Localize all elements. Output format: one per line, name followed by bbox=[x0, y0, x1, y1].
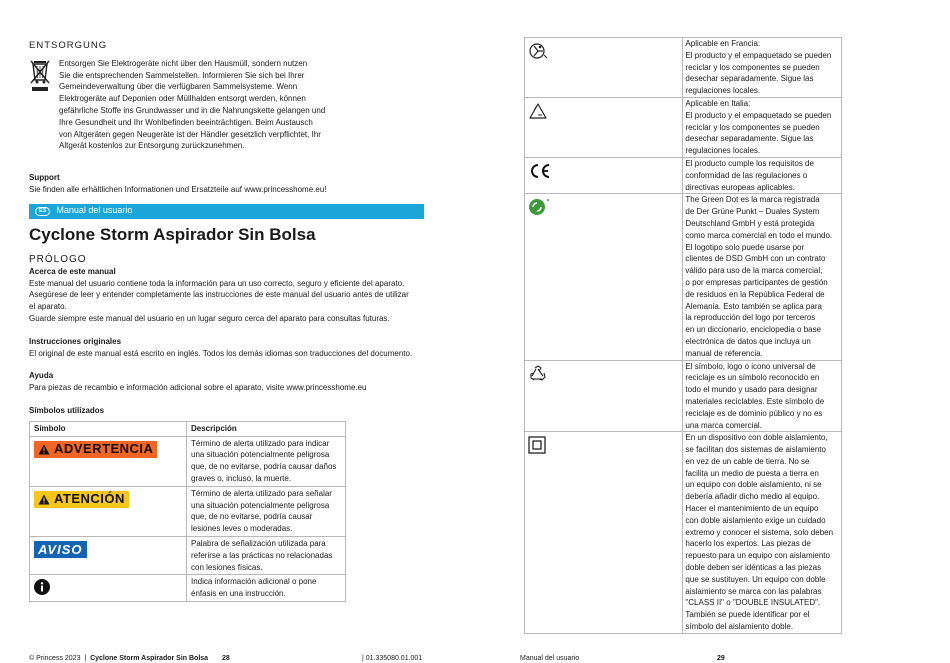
footer-product: Cyclone Storm Aspirador Sin Bolsa bbox=[90, 655, 209, 662]
right-page bbox=[524, 37, 842, 634]
description-line: símbolo del aislamiento doble. bbox=[685, 622, 794, 632]
recycling-arrows-icon bbox=[528, 365, 548, 383]
disposal-section bbox=[29, 58, 425, 152]
description-line: repuesto para un equipo con aislamiento bbox=[685, 551, 830, 561]
description-line: El producto cumple los requisitos de bbox=[685, 158, 814, 168]
description-line: lesiones leves o moderadas. bbox=[191, 524, 293, 534]
description-line: Alemania. Esto también se aplica para bbox=[685, 301, 822, 311]
description-cell bbox=[683, 97, 842, 157]
disposal-line: Altgerät kostenlos zur Entsorgung zurückzunehmen. bbox=[59, 141, 245, 151]
recycle-triangle-icon bbox=[528, 102, 548, 120]
symbol-cell bbox=[30, 575, 187, 602]
description-cell bbox=[683, 432, 842, 634]
description-line: en vez de un cable de tierra. No se bbox=[685, 456, 810, 466]
table-row bbox=[525, 432, 842, 634]
symbol-cell bbox=[30, 486, 187, 536]
description-line: El logotipo solo puede usarse por bbox=[685, 242, 805, 252]
disposal-line: Ihre Gesundheit und Ihr Wohlbefinden beeinträchtigen. Beim Austausch bbox=[59, 117, 313, 127]
original-instructions-text: El original de este manual está escrito en inglés. Todos los demás idiomas son traducciones del documento. bbox=[29, 348, 413, 358]
table-row bbox=[525, 157, 842, 193]
description-line: Indica información adicional o pone bbox=[191, 577, 317, 587]
description-line: Palabra de señalización utilizada para bbox=[191, 538, 326, 548]
table-header: Símbolo bbox=[30, 421, 187, 436]
table-row bbox=[30, 486, 346, 536]
description-line: o por empresas participantes de gestión bbox=[685, 277, 828, 287]
description-line: manual de referencia. bbox=[685, 348, 763, 358]
description-line: directivas europeas aplicables. bbox=[685, 182, 795, 192]
description-line: facilita un medio de puesta a tierra en bbox=[685, 468, 819, 478]
notice-signal-label bbox=[34, 541, 87, 558]
symbols-heading: Símbolos utilizados bbox=[29, 405, 105, 415]
caution-signal-label bbox=[34, 491, 129, 508]
description-line: énfasis en una instrucción. bbox=[191, 589, 286, 599]
disposal-text bbox=[59, 58, 349, 152]
description-line: con lesiones físicas. bbox=[191, 562, 263, 572]
description-line: que, de no evitarse, podría causar bbox=[191, 512, 313, 522]
description-line: de Der Grüne Punkt – Duales System bbox=[685, 207, 820, 217]
footer-separator: | bbox=[84, 655, 87, 662]
table-row bbox=[30, 575, 346, 602]
manual-language-bar bbox=[29, 204, 424, 219]
symbol-cell bbox=[525, 360, 683, 432]
description-line: Aplicable en Italia: bbox=[685, 98, 751, 108]
signal-word: ADVERTENCIA bbox=[54, 441, 154, 457]
about-line: Asegúrese de leer y entender completamente las instrucciones de este manual del usuario antes de utilizar bbox=[29, 290, 409, 300]
description-line: aislamiento se marca con las palabras bbox=[685, 586, 822, 596]
description-line: referirse a las prácticas no relacionadas bbox=[191, 550, 333, 560]
footer-doc-code: | 01.335080.01.001 bbox=[362, 655, 423, 662]
description-line: válido para uso de la marca comercial, bbox=[685, 266, 823, 276]
description-line: que, de no evitarse, podría causar daños bbox=[191, 462, 337, 472]
description-line: El producto y el empaquetado se pueden bbox=[685, 50, 832, 60]
description-cell bbox=[683, 360, 842, 432]
description-line: una marca comercial. bbox=[685, 420, 762, 430]
description-line: "CLASS II" o "DOUBLE INSULATED". bbox=[685, 598, 821, 608]
disposal-line: Entsorgen Sie Elektrogeräte nicht über den Hausmüll, sondern nutzen bbox=[59, 58, 308, 68]
table-header: Descripción bbox=[187, 421, 346, 436]
description-line: El producto y el empaquetado se pueden bbox=[685, 110, 832, 120]
info-icon bbox=[34, 579, 50, 595]
description-line: en un diccionario, enciclopedia o base bbox=[685, 325, 822, 335]
about-line: el aparato. bbox=[29, 302, 67, 312]
disposal-line: von Altgeräten gegen Neugeräte ist der Händler gesetzlich verpflichtet, Ihr bbox=[59, 129, 321, 139]
symbols-table bbox=[29, 421, 346, 602]
triman-icon bbox=[528, 42, 548, 60]
help-heading: Ayuda bbox=[29, 371, 54, 381]
description-line: regulaciones locales. bbox=[685, 86, 761, 96]
description-line: Hacer el mantenimiento de un equipo bbox=[685, 504, 819, 514]
symbol-cell bbox=[30, 536, 187, 574]
description-line: debería añadir dicho medio al equipo. bbox=[685, 492, 820, 502]
manual-bar-label: Manual del usuario bbox=[56, 205, 133, 216]
description-cell bbox=[187, 575, 346, 602]
description-line: Deutschland GmbH y está protegida bbox=[685, 218, 815, 228]
symbols-meaning-table bbox=[524, 37, 842, 634]
warning-triangle-icon bbox=[38, 494, 50, 505]
about-manual-heading: Acerca de este manual bbox=[29, 266, 116, 276]
description-line: reciclaje es de dominio público y no es bbox=[685, 408, 823, 418]
table-row bbox=[525, 38, 842, 98]
description-line: electrónica de datos que incluya un bbox=[685, 336, 811, 346]
footer-left bbox=[29, 654, 208, 663]
description-line: Término de alerta utilizado para indicar bbox=[191, 438, 330, 448]
disposal-line: Gemeindeverwaltung über die verfügbaren Sammelsysteme. Wenn bbox=[59, 82, 298, 92]
footer-manual-label: Manual del usuario bbox=[520, 655, 580, 662]
prologue-heading: PRÓLOGO bbox=[29, 253, 87, 265]
description-cell bbox=[683, 38, 842, 98]
description-line: con doble aislamiento exige un cuidado bbox=[685, 515, 826, 525]
description-line: En un dispositivo con doble aislamiento, bbox=[685, 433, 828, 443]
description-line: todo el mundo y usado para designar bbox=[685, 385, 818, 395]
description-line: de residuos en la República Federal de bbox=[685, 289, 825, 299]
description-line: conformidad de las regulaciones o bbox=[685, 170, 808, 180]
footer-page-number-left: 28 bbox=[222, 655, 230, 662]
description-line: Aplicable en Francia: bbox=[685, 39, 761, 48]
description-line: El símbolo, logo o icono universal de bbox=[685, 361, 816, 371]
disposal-heading: ENTSORGUNG bbox=[29, 40, 108, 51]
disposal-line: gefährliche Stoffe ins Grundwasser und in die Nahrungskette gelangen und bbox=[59, 105, 326, 115]
description-line: desechar separadamente. Sigue las bbox=[685, 74, 814, 84]
description-line: Término de alerta utilizado para señalar bbox=[191, 488, 332, 498]
about-line: Este manual del usuario contiene toda la información para un uso correcto, seguro y eficiente del aparato. bbox=[29, 278, 405, 288]
description-line: extremo y conocer el sistema, solo deben bbox=[685, 527, 834, 537]
symbol-cell bbox=[525, 97, 683, 157]
description-line: se facilitan dos sistemas de aislamiento bbox=[685, 445, 826, 455]
table-row bbox=[30, 536, 346, 574]
symbol-cell bbox=[525, 194, 683, 360]
language-badge: ES bbox=[35, 207, 50, 216]
support-text: Sie finden alle erhältlichen Informationen und Ersatzteile auf www.princesshome.eu! bbox=[29, 184, 327, 194]
description-line: The Green Dot es la marca registrada bbox=[685, 195, 820, 205]
document-title: Cyclone Storm Aspirador Sin Bolsa bbox=[29, 224, 316, 244]
description-cell bbox=[187, 536, 346, 574]
description-cell bbox=[187, 436, 346, 486]
symbol-cell bbox=[30, 436, 187, 486]
symbol-cell bbox=[525, 38, 683, 98]
description-line: una situación potencialmente peligrosa bbox=[191, 500, 330, 510]
description-line: un equipo con doble aislamiento, ni se bbox=[685, 480, 822, 490]
description-line: que se sustituyen. Un equipo con doble bbox=[685, 574, 826, 584]
description-line: materiales reciclables. Este símbolo de bbox=[685, 396, 825, 406]
table-row bbox=[525, 97, 842, 157]
description-line: hacerlo los expertos. Las piezas de bbox=[685, 539, 811, 549]
about-line: Guarde siempre este manual del usuario en un lugar seguro cerca del aparato para consultas futuras. bbox=[29, 313, 390, 323]
table-header-row bbox=[30, 421, 346, 436]
signal-word: AVISO bbox=[38, 541, 83, 557]
description-line: desechar separadamente. Sigue las bbox=[685, 134, 814, 144]
double-insulation-icon bbox=[528, 436, 546, 454]
description-line: como marca comercial en todo el mundo. bbox=[685, 230, 833, 240]
description-line: reciclaje es un símbolo reconocido en bbox=[685, 373, 820, 383]
description-cell bbox=[683, 194, 842, 360]
left-page bbox=[29, 40, 425, 602]
table-row bbox=[525, 194, 842, 360]
green-dot-icon bbox=[528, 198, 550, 216]
description-line: doble deben ser idénticas a las piezas bbox=[685, 563, 822, 573]
warning-triangle-icon bbox=[38, 444, 50, 455]
description-cell bbox=[683, 157, 842, 193]
disposal-line: Elektrogeräte auf Deponien oder Müllhalden entsorgt werden, können bbox=[59, 94, 306, 104]
weee-crossed-bin-icon bbox=[29, 58, 59, 152]
ce-mark-icon bbox=[528, 162, 552, 180]
description-line: una situación potencialmente peligrosa bbox=[191, 450, 330, 460]
table-row bbox=[525, 360, 842, 432]
description-line: la reproducción del logo por terceros bbox=[685, 313, 816, 323]
symbol-cell bbox=[525, 157, 683, 193]
warning-signal-label bbox=[34, 441, 157, 458]
help-text: Para piezas de recambio e información adicional sobre el aparato, visite www.princesshome.eu bbox=[29, 383, 367, 393]
footer-copyright: © Princess 2023 bbox=[29, 655, 81, 662]
description-line: reciclar y los componentes se pueden bbox=[685, 62, 820, 72]
description-line: También se puede identificar por el bbox=[685, 610, 810, 620]
support-heading: Support bbox=[29, 173, 60, 183]
original-instructions-heading: Instrucciones originales bbox=[29, 336, 122, 346]
description-line: clientes de DSD GmbH con un contrato bbox=[685, 254, 826, 264]
description-cell bbox=[187, 486, 346, 536]
description-line: graves o, incluso, la muerte. bbox=[191, 473, 292, 483]
description-line: regulaciones locales. bbox=[685, 146, 761, 156]
description-line: reciclar y los componentes se pueden bbox=[685, 122, 820, 132]
table-row bbox=[30, 436, 346, 486]
disposal-line: Sie die entsprechenden Sammelstellen. Informieren Sie sich bei Ihrer bbox=[59, 70, 305, 80]
signal-word: ATENCIÓN bbox=[54, 491, 125, 507]
footer-page-number-right: 29 bbox=[717, 655, 725, 662]
symbol-cell bbox=[525, 432, 683, 634]
